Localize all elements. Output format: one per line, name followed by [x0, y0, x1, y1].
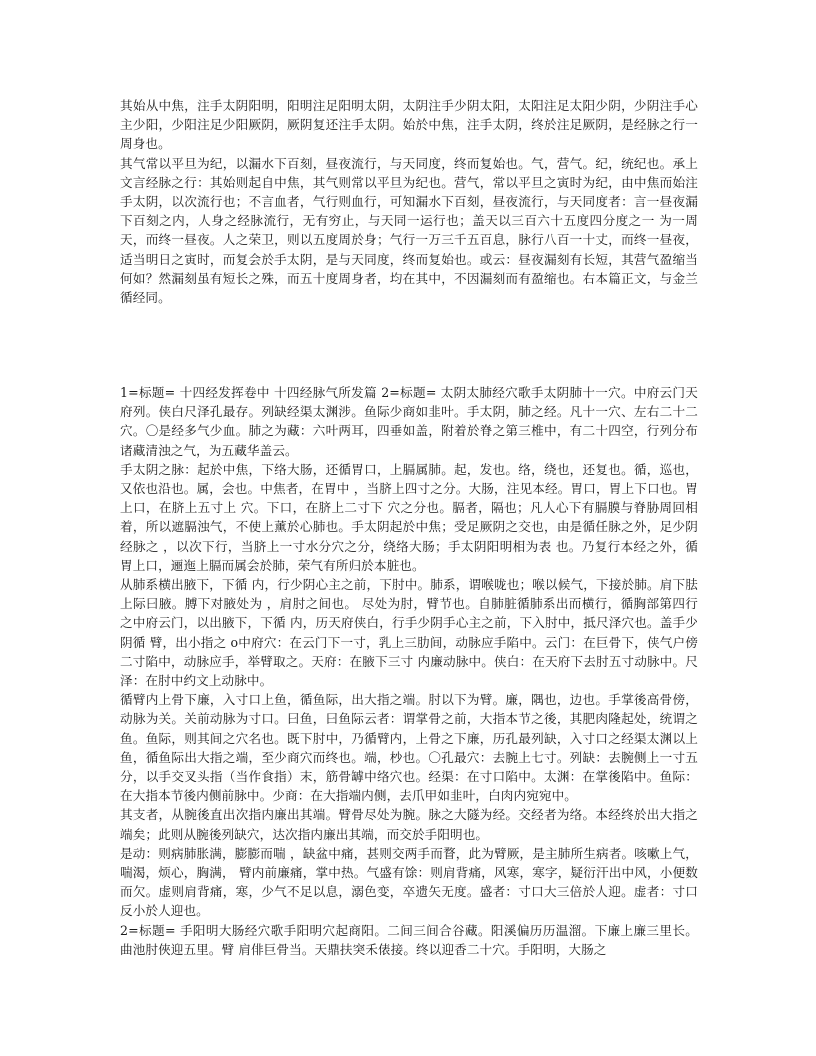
paragraph: 从肺系横出腋下，下循 内，行少阴心主之前，下肘中。肺系，谓喉咙也；喉以候气，下接於肺。肩下胠上际曰腋。膊下对腋处为 ，肩肘之间也。 尽处为肘，臂节也。自肺脏循肺系出而横行，循胸部第四行之中府云门，以出腋下，下循 内，历天府侠白，行手少阴手心主之前，下入肘中，抵尺泽穴也。盖手少阴循 臂，出小指之 o中府穴：在云门下一寸，乳上三肋间，动脉应手陷中。云门：在巨骨下，侠气户傍二寸陷中，动脉应手，举臂取之。天府：在腋下三寸 内廉动脉中。侠白：在天府下去肘五寸动脉中。尺泽：在肘中约文上动脉中。 [120, 577, 698, 689]
paragraph: 其始从中焦，注手太阴阳明，阳明注足阳明太阴，太阴注手少阴太阳，太阳注足太阳少阴，少阴注手心主少阳，少阳注足少阳厥阴，厥阴复还注手太阴。始於中焦，注手太阴，终於注足厥阴，是经脉之行一周身也。 [120, 98, 698, 152]
paragraph: 其气常以平旦为纪，以漏水下百刻，昼夜流行，与天同度，终而复始也。气，营气。纪，统纪也。承上文言经脉之行：其始则起自中焦，其气则常以平旦为纪也。营气，常以平旦之寅时为纪，由中焦而始注手太阴，以次流行也；不言血者，气行则血行，可知漏水下百刻，昼夜流行，与天同度者：言一昼夜漏下百刻之内，人身之经脉流行，无有穷止，与天同一运行也；盖天以三百六十五度四分度之一 为一周天，而终一昼夜。人之荣卫，则以五度周於身；气行一万三千五百息，脉行八百一十丈，而终一昼夜，适当明日之寅时，而复会於手太阴，是与天同度，终而复始也。或云：昼夜漏刻有长短，其营气盈缩当何如？然漏刻虽有短长之殊，而五十度周身者，均在其中，不因漏刻而有盈缩也。右本篇正文，与金兰循经同。 [120, 155, 698, 306]
paragraph: 2=标题= 手阳明大肠经穴歌手阳明穴起商阳。二间三间合谷藏。阳溪偏历历温溜。下廉上廉三里长。曲池肘俠迎五里。臂 肩俳巨骨当。天鼎扶突禾俵接。终以迎香二十穴。手阳明，大肠之 [120, 922, 698, 957]
paragraph: 手太阴之脉：起於中焦，下络大肠，还循胃口，上膈属肺。起，发也。络，绕也，还复也。循，巡也，又依也沿也。属，会也。中焦者，在胃中 ，当脐上四寸之分。大肠，注见本经。胃口，胃上下口也。胃上口，在脐上五寸上 穴。下口，在脐上二寸下 穴之分也。膈者，隔也；凡人心下有膈膜与脊胁周回相着，所以遮膈浊气，不使上薰於心肺也。手太阴起於中焦；受足厥阴之交也，由是循任脉之外，足少阴经脉之 ，以次下行，当脐上一寸水分穴之分，绕络大肠；手太阴阳明相为表 也。乃复行本经之外，循胃上口，逦迤上膈而属会於肺，荣气有所归於本脏也。 [120, 461, 698, 573]
paragraph: 其支者，从腕後直出次指内廉出其端。臂骨尽处为腕。脉之大隧为经。交经者为络。本经终於出大指之端矣；此则从腕後列缺穴，达次指内廉出其端，而交於手阳明也。 [120, 807, 698, 842]
paragraph: 1=标题= 十四经发挥卷中 十四经脉气所发篇 2=标题= 太阴太肺经穴歌手太阴肺十一穴。中府云门天府列。侠白尺泽孔最存。列缺经渠太渊涉。鱼际少商如韭叶。手太阴，肺之经。凡十一穴、左右二十二穴。〇是经多气少血。肺之为藏：六叶两耳，四垂如盖，附着於脊之第三椎中，有二十四空，行列分布诸藏清浊之气，为五藏华盖云。 [120, 385, 698, 458]
paragraph: 是动：则病肺胀满，膨膨而喘 ，缺盆中痛，甚则交两手而瞀，此为臂厥，是主肺所生病者。咳嗽上气，喘渴，烦心，胸满， 臂内前廉痛，掌中热。气盛有馀：则肩背痛，风寒，寒字，疑衍汗出中风，小便数而欠。虚则肩背痛，寒，少气不足以息，溺色变，卒遗矢无度。盛者：寸口大三倍於人迎。虚者：寸口反小於人迎也。 [120, 845, 698, 919]
paragraph: 循臂内上骨下廉，入寸口上鱼，循鱼际，出大指之端。肘以下为臂。廉，隅也，边也。手掌後高骨傍，动脉为关。关前动脉为寸口。曰鱼，曰鱼际云者：谓掌骨之前，大指本节之後，其肥肉隆起处，统谓之鱼。鱼际，则其间之穴名也。既下肘中，乃循臂内，上骨之下廉，历孔最列缺，入寸口之经渠太渊以上鱼，循鱼际出大指之端，至少商穴而终也。端，杪也。〇孔最穴：去腕上七寸。列缺：去腕侧上一寸五分，以手交叉头指（当作食指）末，筋骨罅中络穴也。经渠：在寸口陷中。太渊：在掌後陷中。鱼际：在大指本节後内侧前脉中。少商：在大指端内侧，去爪甲如韭叶，白肉内宛宛中。 [120, 692, 698, 804]
text-block-upper [120, 96, 698, 307]
text-block-lower [120, 383, 698, 959]
